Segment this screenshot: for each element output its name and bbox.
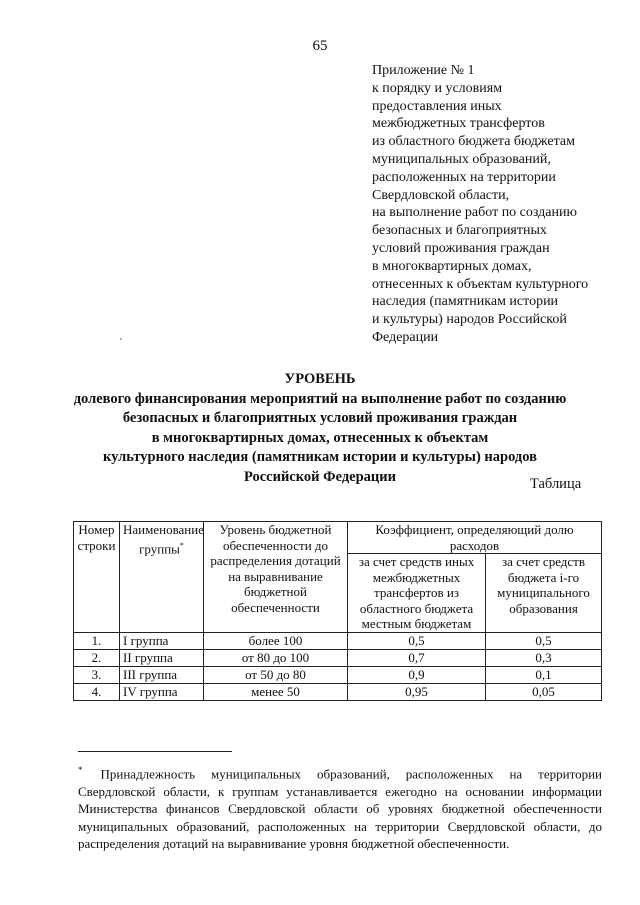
appendix-line: Приложение № 1 <box>372 63 475 78</box>
appendix-line: из областного бюджета бюджетам <box>372 134 575 150</box>
document-title <box>60 370 580 487</box>
appendix-line: безопасных и благоприятных <box>372 223 547 239</box>
table-row <box>74 683 602 700</box>
cell-group: III группа <box>120 666 204 683</box>
header-group-name <box>120 522 204 633</box>
appendix-line: на выполнение работ по созданию <box>372 205 577 221</box>
table-row <box>74 666 602 683</box>
footnote-mark: * <box>78 765 83 775</box>
footnote <box>78 762 602 853</box>
cell-budget-level: более 100 <box>204 632 348 649</box>
cell-group: I группа <box>120 632 204 649</box>
title-line: в многоквартирных домах, отнесенных к объектам <box>151 429 489 446</box>
cell-coef-municipal: 0,3 <box>486 649 602 666</box>
title-line: долевого финансирования мероприятий на выполнение работ по созданию <box>73 390 567 407</box>
header-row-number: Номер строки <box>74 522 120 633</box>
cell-row-number: 1. <box>74 632 120 649</box>
table-row <box>74 632 602 649</box>
title-line: культурного наследия (памятникам истории и культуры) народов <box>103 449 537 465</box>
table-caption: Таблица <box>530 476 582 492</box>
cell-coef-transfers: 0,7 <box>348 649 486 666</box>
header-budget-level: Уровень бюджетной обеспеченности до распределения дотаций на выравнивание бюджетной обеспеченности <box>204 522 348 633</box>
cell-budget-level: от 50 до 80 <box>204 666 348 683</box>
cell-group: IV группа <box>120 683 204 700</box>
appendix-line: в многоквартирных домах, <box>372 258 532 274</box>
header-coef-transfers: за счет средств иных межбюджетных трансфертов из областного бюджета местным бюджетам <box>348 554 486 633</box>
appendix-line: к порядку и условиям <box>372 80 503 96</box>
cell-coef-municipal: 0,1 <box>486 666 602 683</box>
appendix-line: Федерации <box>372 329 439 345</box>
footnote-ref-mark: * <box>179 540 184 550</box>
appendix-line: расположенных на территории <box>372 169 556 185</box>
cell-coef-municipal: 0,05 <box>486 683 602 700</box>
header-coef-municipal: за счет средств бюджета i-го муниципального образования <box>486 554 602 633</box>
title-line: безопасных и благоприятных условий проживания граждан <box>122 410 518 426</box>
footnote-text: Принадлежность муниципальных образований, расположенных на территории Свердловской области, к группам устанавливается ежегодно на основании информации Министерства финансов Свердловской области об уровнях бюджетной обеспеченности муниципальных образований, расположенных на территории Свердловской области, до распределения дотаций на выравнивание уровня бюджетной обеспеченности. <box>78 766 602 852</box>
appendix-line: Свердловской области, <box>372 187 510 203</box>
title-heading: УРОВЕНЬ <box>284 371 356 387</box>
appendix-line: условий проживания граждан <box>372 240 550 256</box>
appendix-note <box>372 62 632 347</box>
cell-coef-transfers: 0,5 <box>348 632 486 649</box>
cell-coef-municipal: 0,5 <box>486 632 602 649</box>
cell-row-number: 3. <box>74 666 120 683</box>
appendix-line: межбюджетных трансфертов <box>372 116 545 132</box>
cell-group: II группа <box>120 649 204 666</box>
header-group-name-text: Наименование группы <box>123 522 204 556</box>
table-row <box>74 649 602 666</box>
appendix-line: и культуры) народов Российской <box>372 312 567 328</box>
page-number: 65 <box>312 38 328 54</box>
appendix-line: отнесенных к объектам культурного <box>372 276 589 292</box>
cell-budget-level: менее 50 <box>204 683 348 700</box>
cell-budget-level: от 80 до 100 <box>204 649 348 666</box>
appendix-line: предоставления иных <box>372 98 502 114</box>
cell-row-number: 4. <box>74 683 120 700</box>
title-line: Российской Федерации <box>243 468 396 485</box>
appendix-line: наследия (памятникам истории <box>372 294 559 310</box>
header-coefficient: Коэффициент, определяющий долю расходов <box>348 522 602 554</box>
cell-coef-transfers: 0,9 <box>348 666 486 683</box>
financing-table <box>73 521 602 701</box>
footnote-divider <box>78 751 232 752</box>
cell-coef-transfers: 0,95 <box>348 683 486 700</box>
scan-speck <box>120 338 122 340</box>
appendix-line: муниципальных образований, <box>372 151 551 167</box>
cell-row-number: 2. <box>74 649 120 666</box>
